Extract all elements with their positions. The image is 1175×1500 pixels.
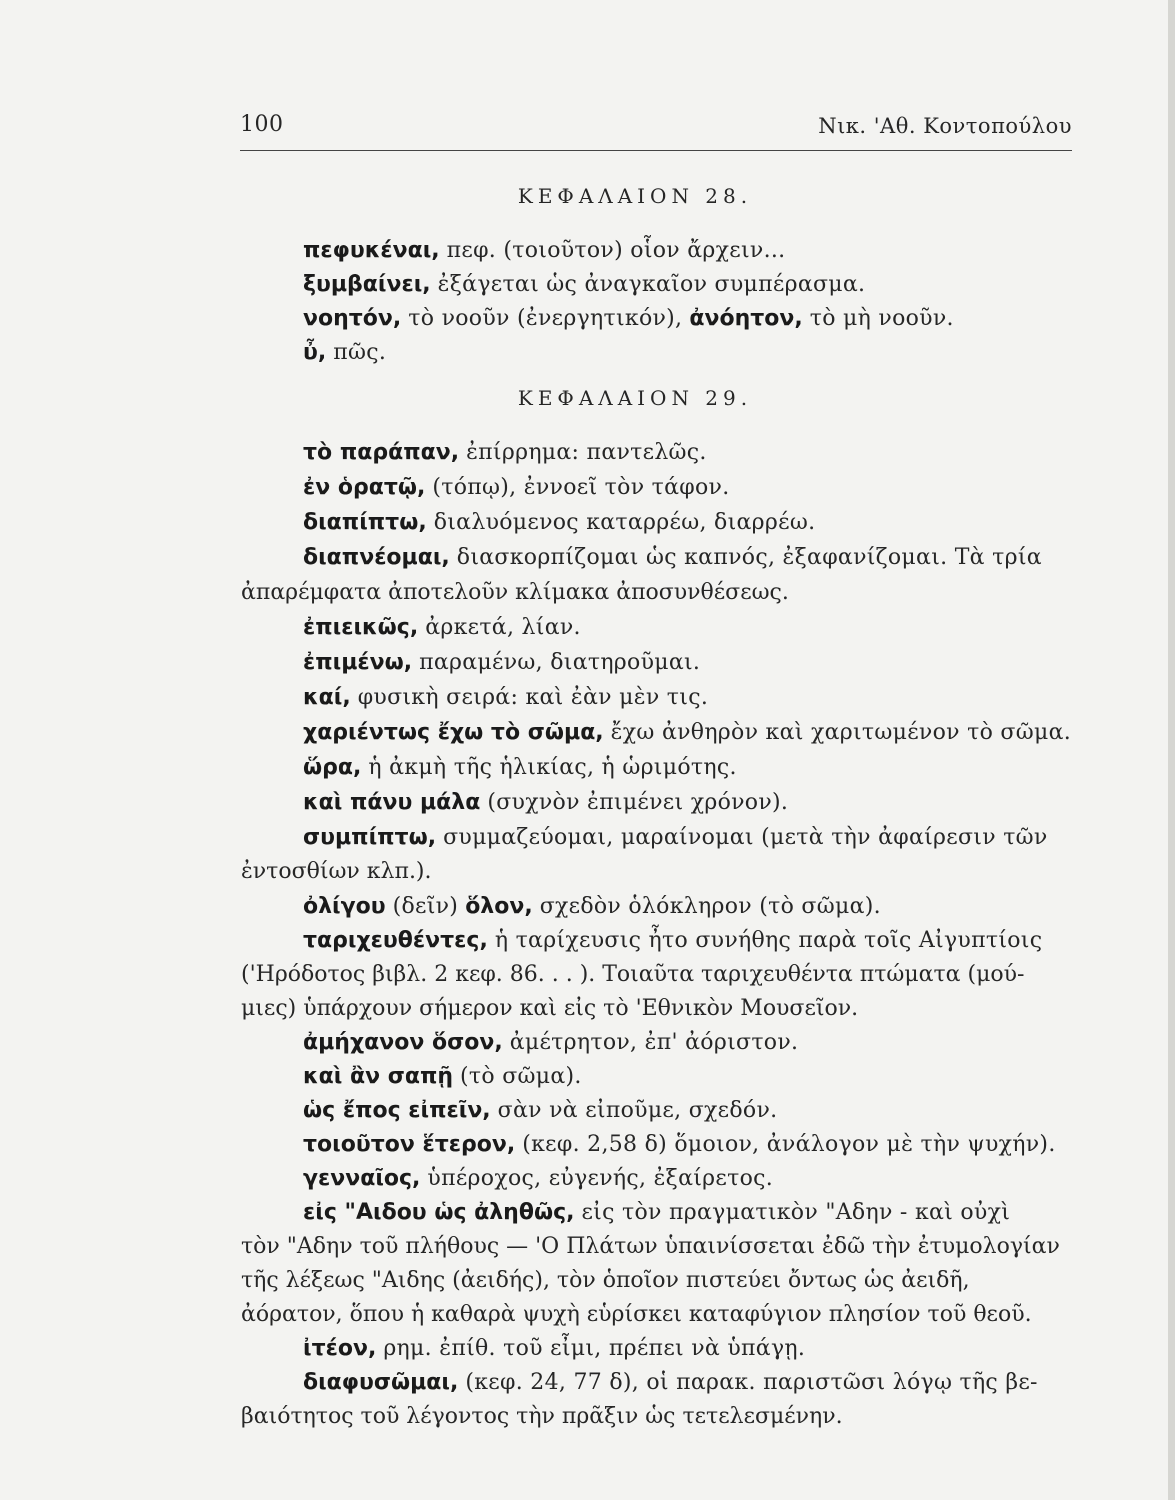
lemma: πεφυκέναι, xyxy=(303,238,440,263)
chapter-title-29: ΚΕΦΑΛΑΙΟΝ 29. xyxy=(517,386,753,410)
lemma: ξυμβαίνει, xyxy=(303,272,431,297)
entry xyxy=(303,304,954,334)
page-number: 100 xyxy=(240,112,284,137)
entry xyxy=(303,543,1042,573)
lemma: ἐπιεικῶς, xyxy=(303,615,419,640)
entry xyxy=(303,1334,805,1364)
gloss: (κεφ. 24, 77 δ), οἱ παρακ. παριστῶσι λόγῳ τῆς βε- xyxy=(465,1370,1038,1395)
entry xyxy=(303,683,708,713)
lemma: ἰτέον, xyxy=(303,1336,377,1361)
entry xyxy=(303,1164,773,1194)
entry-continuation: τὸν "Αδην τοῦ πλήθους — 'Ο Πλάτων ὑπαινίσσεται ἐδῶ τὴν ἐτυμολογίαν xyxy=(241,1234,1060,1259)
gloss: ἔχω ἀνθηρὸν καὶ χαριτωμένον τὸ σῶμα. xyxy=(610,720,1072,745)
gloss: (συχνὸν ἐπιμένει χρόνον). xyxy=(487,790,789,815)
lemma: γενναῖος, xyxy=(303,1166,421,1191)
gloss: ἀμέτρητον, ἐπ' ἀόριστον. xyxy=(509,1030,799,1055)
lemma: καί, xyxy=(303,685,351,710)
lemma: τὸ παράπαν, xyxy=(303,440,460,465)
gloss: συμμαζεύομαι, μαραίνομαι (μετὰ τὴν ἀφαίρεσιν τῶν xyxy=(443,825,1048,850)
lemma: διαφυσῶμαι, xyxy=(303,1370,459,1395)
page-header xyxy=(240,112,1072,151)
lemma: ταριχευθέντες, xyxy=(303,928,488,953)
entry xyxy=(303,338,386,368)
lemma: εἰς "Αιδου ὡς ἀληθῶς, xyxy=(303,1200,575,1225)
entry xyxy=(303,892,881,922)
gloss: ἡ ἀκμὴ τῆς ἡλικίας, ἡ ὡριμότης. xyxy=(368,755,737,780)
lemma: ἐν ὁρατῷ, xyxy=(303,475,426,500)
gloss: ἀρκετά, λίαν. xyxy=(425,615,581,640)
entry-continuation: ἐντοσθίων κλπ.). xyxy=(241,859,432,884)
entry xyxy=(303,1198,1010,1228)
entry xyxy=(303,473,730,503)
entry xyxy=(303,236,785,266)
entry-continuation: ('Ηρόδοτος βιβλ. 2 κεφ. 86. . . ). Τοιαῦτα ταριχευθέντα πτώματα (μού- xyxy=(241,962,1025,987)
lemma: διαπίπτω, xyxy=(303,510,427,535)
lemma: νοητόν, xyxy=(303,306,402,331)
gloss: φυσικὴ σειρά: καὶ ἐὰν μὲν τις. xyxy=(357,685,709,710)
entry xyxy=(303,1096,777,1126)
entry-continuation: μιες) ὑπάρχουν σήμερον καὶ εἰς τὸ 'Εθνικὸν Μουσεῖον. xyxy=(241,996,859,1021)
entry xyxy=(303,753,737,783)
entry xyxy=(303,1368,1038,1398)
lemma: ὀλίγου xyxy=(303,894,386,919)
gloss: σὰν νὰ εἰποῦμε, σχεδόν. xyxy=(497,1098,778,1123)
entry xyxy=(303,270,865,300)
gloss: ἐξάγεται ὡς ἀναγκαῖον συμπέρασμα. xyxy=(437,272,866,297)
lemma: καὶ ἂν σαπῇ xyxy=(303,1064,454,1089)
entry xyxy=(303,926,1042,956)
lemma: ἐπιμένω, xyxy=(303,650,413,675)
lemma: ὥρα, xyxy=(303,755,362,780)
entry xyxy=(303,648,700,678)
lemma: τοιοῦτον ἕτερον, xyxy=(303,1132,516,1157)
lemma: διαπνέομαι, xyxy=(303,545,450,570)
page-edge-shadow xyxy=(1168,0,1175,1500)
entry xyxy=(303,1062,582,1092)
entry xyxy=(303,438,707,468)
lemma: ὅλον, xyxy=(465,894,533,919)
lemma: καὶ πάνυ μάλα xyxy=(303,790,481,815)
gloss: τὸ μὴ νοοῦν. xyxy=(809,306,954,331)
gloss: διασκορπίζομαι ὡς καπνός, ἐξαφανίζομαι. Τὰ τρία xyxy=(456,545,1042,570)
lemma: ὡς ἔπος εἰπεῖν, xyxy=(303,1098,491,1123)
gloss: πῶς. xyxy=(333,340,387,365)
lemma: ὖ, xyxy=(303,340,327,365)
gloss: εἰς τὸν πραγματικὸν "Αδην - καὶ οὐχὶ xyxy=(581,1200,1011,1225)
gloss: παραμένω, διατηροῦμαι. xyxy=(419,650,701,675)
gloss: τὸ νοοῦν (ἐνεργητικόν), xyxy=(408,306,683,331)
entry xyxy=(303,823,1048,853)
lemma: ἀνόητον, xyxy=(689,306,803,331)
lemma: χαριέντως ἔχω τὸ σῶμα, xyxy=(303,720,604,745)
gloss: σχεδὸν ὁλόκληρον (τὸ σῶμα). xyxy=(539,894,881,919)
gloss: διαλυόμενος καταρρέω, διαρρέω. xyxy=(433,510,816,535)
gloss: (τόπῳ), ἐννοεῖ τὸν τάφον. xyxy=(432,475,730,500)
lemma: συμπίπτω, xyxy=(303,825,437,850)
entry xyxy=(303,508,815,538)
entry xyxy=(303,788,788,818)
entry-continuation: ἀπαρέμφατα ἀποτελοῦν κλίμακα ἀποσυνθέσεως. xyxy=(241,580,789,605)
gloss: (κεφ. 2,58 δ) ὅμοιον, ἀνάλογον μὲ τὴν ψυχήν). xyxy=(522,1132,1056,1157)
lemma: ἀμήχανον ὅσον, xyxy=(303,1030,503,1055)
entry-continuation: βαιότητος τοῦ λέγοντος τὴν πρᾶξιν ὡς τετελεσμένην. xyxy=(241,1404,843,1429)
chapter-title-28: ΚΕΦΑΛΑΙΟΝ 28. xyxy=(517,184,753,208)
entry xyxy=(303,1130,1056,1160)
gloss: ἐπίρρημα: παντελῶς. xyxy=(466,440,707,465)
gloss: ἡ ταρίχευσις ἦτο συνήθης παρὰ τοῖς Αἰγυπτίοις xyxy=(494,928,1043,953)
entry xyxy=(303,1028,798,1058)
gloss: (τὸ σῶμα). xyxy=(460,1064,582,1089)
gloss: πεφ. (τοιοῦτον) οἷον ἄρχειν... xyxy=(446,238,786,263)
entry xyxy=(303,613,581,643)
gloss: (δεῖν) xyxy=(392,894,459,919)
entry-continuation: ἀόρατον, ὅπου ἡ καθαρὰ ψυχὴ εὑρίσκει καταφύγιον πλησίον τοῦ θεοῦ. xyxy=(241,1302,1032,1327)
gloss: ὑπέροχος, εὐγενής, ἐξαίρετος. xyxy=(427,1166,774,1191)
running-head: Νικ. 'Αθ. Κοντοπούλου xyxy=(818,114,1072,138)
gloss: ρημ. ἐπίθ. τοῦ εἶμι, πρέπει νὰ ὑπάγῃ. xyxy=(383,1336,806,1361)
entry-continuation: τῆς λέξεως "Αιδης (ἀειδής), τὸν ὁποῖον πιστεύει ὄντως ὡς ἀειδῆ, xyxy=(241,1268,970,1293)
entry xyxy=(303,718,1071,748)
